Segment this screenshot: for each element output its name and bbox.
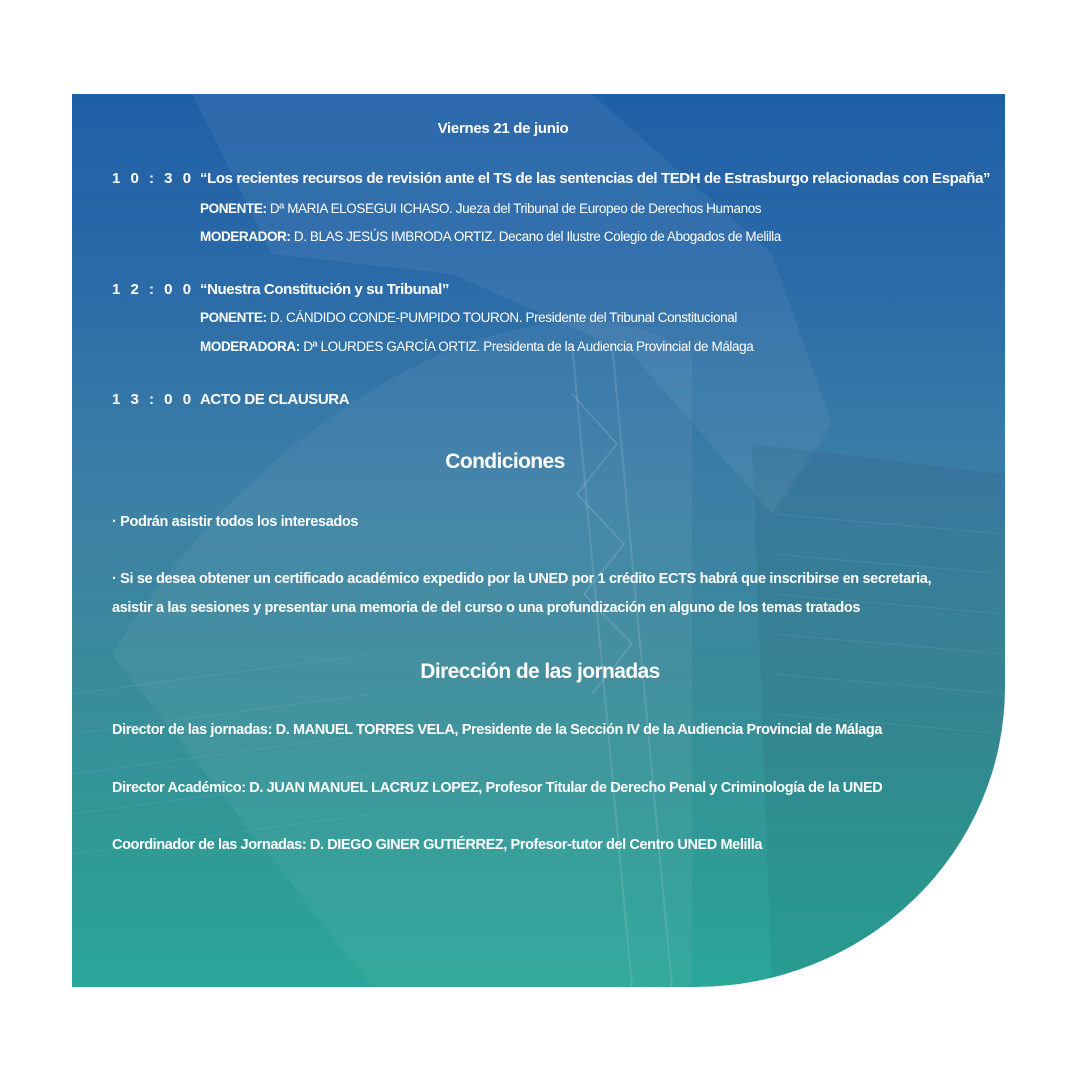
session-title: ACTO DE CLAUSURA <box>200 391 350 408</box>
speaker-text: D. CÁNDIDO CONDE-PUMPIDO TOURON. Presidente del Tribunal Constitucional <box>266 310 737 325</box>
direction-heading: Dirección de las jornadas <box>420 660 660 683</box>
conditions-heading: Condiciones <box>445 450 565 473</box>
moderator-text: D. BLAS JESÚS IMBRODA ORTIZ. Decano del Ilustre Colegio de Abogados de Melilla <box>290 229 781 244</box>
program-card <box>72 94 1005 987</box>
session-time: 1 3 : 0 0 <box>112 391 195 408</box>
speaker-label: PONENTE: <box>200 310 267 325</box>
moderator-label: MODERADOR: <box>200 229 291 244</box>
academic-director-line: Director Académico: D. JUAN MANUEL LACRUZ LOPEZ, Profesor Titular de Derecho Penal y Criminología de la UNED <box>112 780 883 796</box>
session-title: “Los recientes recursos de revisión ante el TS de las sentencias del TEDH de Estrasburgo relacionadas con España” <box>200 170 991 187</box>
condition-item: · Podrán asistir todos los interesados <box>112 514 359 530</box>
session-speaker <box>200 201 761 216</box>
condition-item-continued: asistir a las sesiones y presentar una memoria de del curso o una profundización en alguno de los temas tratados <box>112 600 861 616</box>
session-time: 1 2 : 0 0 <box>112 281 195 298</box>
day-heading: Viernes 21 de junio <box>437 120 569 137</box>
session-time: 1 0 : 3 0 <box>112 170 195 187</box>
coordinator-line: Coordinador de las Jornadas: D. DIEGO GINER GUTIÉRREZ, Profesor-tutor del Centro UNED Melilla <box>112 837 763 853</box>
speaker-label: PONENTE: <box>200 201 267 216</box>
moderator-label: MODERADORA: <box>200 339 300 354</box>
session-title: “Nuestra Constitución y su Tribunal” <box>200 281 449 298</box>
speaker-text: Dª MARIA ELOSEGUI ICHASO. Jueza del Tribunal de Europeo de Derechos Humanos <box>266 201 762 216</box>
session-moderator <box>200 339 753 354</box>
session-moderator <box>200 229 781 244</box>
session-speaker <box>200 310 737 325</box>
moderator-text: Dª LOURDES GARCÍA ORTIZ. Presidenta de la Audiencia Provincial de Málaga <box>299 339 754 354</box>
program-content <box>72 94 1005 987</box>
condition-item: · Si se desea obtener un certificado académico expedido por la UNED por 1 crédito ECTS habrá que inscribirse en secretaria, <box>112 571 932 587</box>
director-line: Director de las jornadas: D. MANUEL TORRES VELA, Presidente de la Sección IV de la Audiencia Provincial de Málaga <box>112 722 882 738</box>
